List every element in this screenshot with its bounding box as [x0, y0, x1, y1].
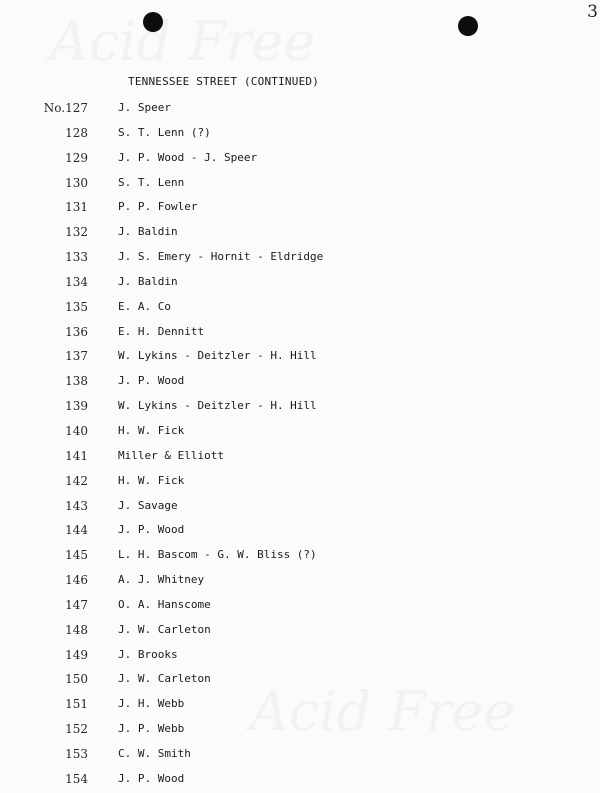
lot-row [0, 122, 600, 147]
lot-owner: L. H. Bascom - G. W. Bliss (?) [118, 548, 317, 562]
lot-owner: W. Lykins - Deitzler - H. Hill [118, 399, 317, 413]
lot-number: 138 [65, 374, 88, 389]
lot-row [0, 495, 600, 520]
lot-owner: J. S. Emery - Hornit - Eldridge [118, 250, 324, 264]
lot-row [0, 768, 600, 793]
lot-row [0, 246, 600, 271]
lot-number: 130 [65, 175, 88, 190]
lot-number: 140 [65, 423, 88, 438]
lot-row [0, 172, 600, 197]
lot-owner: J. Baldin [118, 225, 178, 239]
lot-row [0, 296, 600, 321]
lot-row [0, 345, 600, 370]
lot-number: 137 [65, 349, 88, 364]
lot-number: 144 [65, 523, 88, 538]
lot-number: 154 [65, 771, 88, 786]
lot-row [0, 644, 600, 669]
lot-row [0, 619, 600, 644]
watermark-top [50, 10, 315, 73]
watermark-top-text [50, 10, 315, 73]
lot-number: 142 [65, 473, 88, 488]
lot-owner: E. H. Dennitt [118, 324, 205, 338]
lot-number: 148 [65, 622, 88, 637]
lot-row [0, 420, 600, 445]
lot-owner: S. T. Lenn (?) [118, 125, 211, 139]
lot-number: 139 [65, 399, 88, 414]
lot-row [0, 668, 600, 693]
lot-row [0, 569, 600, 594]
lot-number: 151 [65, 697, 88, 712]
lot-number: 152 [65, 722, 88, 737]
lot-owner: J. Brooks [118, 647, 178, 661]
lot-owner: J. W. Carleton [118, 622, 211, 636]
lot-owner: J. P. Wood [118, 771, 185, 785]
lot-owner: J. P. Wood - J. Speer [118, 150, 258, 164]
page-number: 3 [587, 2, 598, 22]
lot-owner: Miller & Elliott [118, 448, 224, 462]
lot-owner: J. P. Wood [118, 374, 185, 388]
lot-owner: P. P. Fowler [118, 200, 198, 214]
lot-owner: J. Speer [118, 101, 171, 114]
lot-owner: J. P. Wood [118, 523, 185, 537]
lot-row [0, 470, 600, 495]
lot-row [0, 321, 600, 346]
page-heading: TENNESSEE STREET (CONTINUED) [128, 75, 320, 88]
lot-owner: H. W. Fick [118, 473, 185, 487]
lot-row [0, 519, 600, 544]
lot-owner: J. H. Webb [118, 697, 185, 711]
lot-row [0, 544, 600, 569]
lot-number: 131 [65, 200, 88, 215]
lot-number: 132 [65, 225, 88, 240]
lot-owner: J. Savage [118, 498, 178, 512]
lot-owner: C. W. Smith [118, 746, 191, 760]
lot-row [0, 594, 600, 619]
lot-row [0, 743, 600, 768]
binder-hole-left [143, 12, 163, 32]
lot-number: 128 [65, 125, 88, 140]
lot-number: 153 [65, 746, 88, 761]
lot-owner: S. T. Lenn [118, 175, 185, 189]
lot-owner: O. A. Hanscome [118, 597, 211, 611]
lot-number: 135 [65, 299, 88, 314]
lot-number: 134 [65, 274, 88, 289]
lot-number: 129 [65, 150, 88, 165]
lot-row [0, 395, 600, 420]
lot-number: 150 [65, 672, 88, 687]
lot-listing [0, 97, 600, 793]
lot-row [0, 97, 600, 122]
lot-number: 136 [65, 324, 88, 339]
lot-number: 143 [65, 498, 88, 513]
lot-owner: J. P. Webb [118, 722, 185, 736]
lot-number: 133 [65, 250, 88, 265]
lot-row [0, 196, 600, 221]
lot-number: 146 [65, 573, 88, 588]
lot-owner: W. Lykins - Deitzler - H. Hill [118, 349, 317, 363]
lot-owner: H. W. Fick [118, 423, 185, 437]
binder-hole-right [458, 16, 478, 36]
lot-row [0, 445, 600, 470]
lot-row [0, 271, 600, 296]
lot-owner: J. Baldin [118, 274, 178, 288]
lot-owner: A. J. Whitney [118, 573, 205, 587]
lot-number: 141 [65, 448, 88, 463]
lot-owner: E. A. Co [118, 299, 171, 313]
lot-number: 147 [65, 597, 88, 612]
lot-row [0, 718, 600, 743]
lot-owner: J. W. Carleton [118, 672, 211, 686]
lot-row [0, 370, 600, 395]
lot-row [0, 221, 600, 246]
lot-number: No.127 [43, 101, 88, 115]
lot-number: 145 [65, 548, 88, 563]
lot-row [0, 147, 600, 172]
lot-row [0, 693, 600, 718]
lot-number: 149 [65, 647, 88, 662]
